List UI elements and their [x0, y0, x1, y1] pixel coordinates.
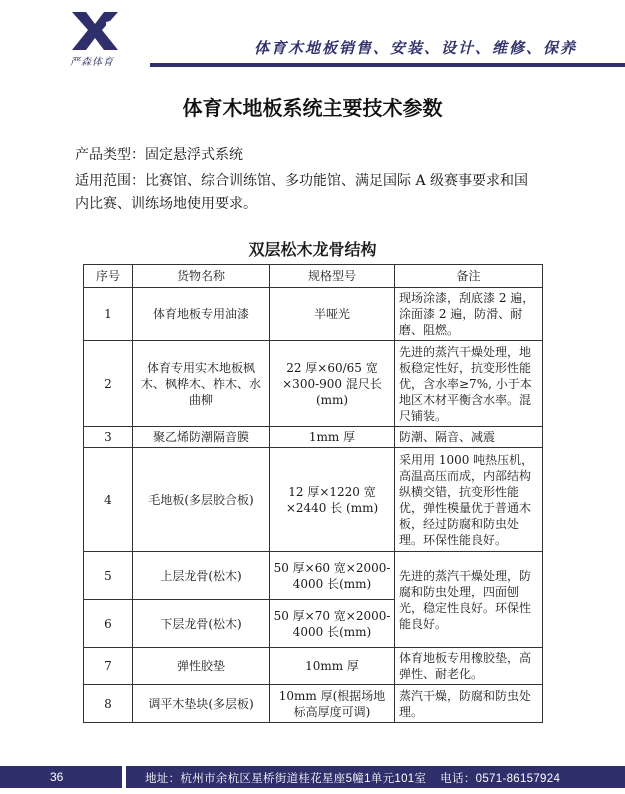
table-header-row [84, 265, 543, 288]
footer-address [145, 770, 560, 786]
row-no: 4 [84, 448, 133, 552]
row-no: 7 [84, 648, 133, 685]
scope-line-1: 适用范围：比赛馆、综合训练馆、多功能馆、满足国际 A 级赛事要求和国 [75, 173, 529, 189]
page-header [0, 0, 625, 72]
page-footer [0, 766, 625, 788]
row-spec: 1mm 厚 [270, 427, 395, 448]
scope-line-2: 内比赛、训练场地使用要求。 [75, 196, 257, 212]
row-spec: 22 厚×60/65 宽×300-900 混尺长(mm) [270, 341, 395, 427]
footer-separator [122, 766, 126, 788]
address-text: 地址：杭州市余杭区星桥街道桂花星座5幢1单元101室 [145, 773, 427, 785]
row-name: 体育专用实木地板枫木、枫桦木、柞木、水曲柳 [133, 341, 270, 427]
row-no: 3 [84, 427, 133, 448]
table-row [84, 427, 543, 448]
table-row [84, 648, 543, 685]
table-row [84, 341, 543, 427]
table-row [84, 448, 543, 552]
row-note: 防潮、隔音、减震 [395, 427, 543, 448]
table-row [84, 685, 543, 723]
row-note: 采用用 1000 吨热压机，高温高压而成，内部结构纵横交错，抗变形性能优，弹性模量优于普通木板，经过防腐和防虫处理。环保性能良好。 [395, 448, 543, 552]
header-divider [150, 63, 625, 67]
row-spec: 10mm 厚(根据场地标高厚度可调) [270, 685, 395, 723]
row-name: 毛地板(多层胶合板) [133, 448, 270, 552]
row-note: 蒸汽干燥，防腐和防虫处理。 [395, 685, 543, 723]
row-note: 体育地板专用橡胶垫，高弹性、耐老化。 [395, 648, 543, 685]
col-header-spec: 规格型号 [270, 265, 395, 288]
brand-logo-icon [66, 8, 124, 54]
row-name: 弹性胶垫 [133, 648, 270, 685]
row-no: 1 [84, 288, 133, 341]
footer-page-block [0, 766, 115, 788]
col-header-no: 序号 [84, 265, 133, 288]
row-note: 现场涂漆，刮底漆 2 遍，涂面漆 2 遍，防滑、耐磨、阻燃。 [395, 288, 543, 341]
header-slogan: 体育木地板销售、安装、设计、维修、保养 [254, 39, 578, 57]
table-row [84, 288, 543, 341]
row-name: 上层龙骨(松木) [133, 552, 270, 600]
row-spec: 半哑光 [270, 288, 395, 341]
row-note: 先进的蒸汽干燥处理，防腐和防虫处理，四面刨光，稳定性良好。环保性能良好。 [395, 552, 543, 648]
row-name: 调平木垫块(多层板) [133, 685, 270, 723]
product-type: 产品类型：固定悬浮式系统 [75, 147, 243, 163]
row-no: 6 [84, 600, 133, 648]
row-no: 2 [84, 341, 133, 427]
table-row [84, 552, 543, 600]
row-name: 聚乙烯防潮隔音膜 [133, 427, 270, 448]
row-no: 5 [84, 552, 133, 600]
col-header-name: 货物名称 [133, 265, 270, 288]
col-header-note: 备注 [395, 265, 543, 288]
page-number: 36 [50, 770, 64, 784]
row-spec: 12 厚×1220 宽×2440 长 (mm) [270, 448, 395, 552]
table-title: 双层松木龙骨结构 [248, 240, 377, 259]
row-no: 8 [84, 685, 133, 723]
page-title: 体育木地板系统主要技术参数 [182, 96, 443, 120]
brand-name: 严森体育 [70, 57, 114, 68]
row-spec: 10mm 厚 [270, 648, 395, 685]
row-note: 先进的蒸汽干燥处理，地板稳定性好，抗变形性能优，含水率≥7%, 小于本地区木材平衡含水率。混尺铺装。 [395, 341, 543, 427]
row-spec: 50 厚×60 宽×2000-4000 长(mm) [270, 552, 395, 600]
row-spec: 50 厚×70 宽×2000-4000 长(mm) [270, 600, 395, 648]
row-name: 体育地板专用油漆 [133, 288, 270, 341]
row-name: 下层龙骨(松木) [133, 600, 270, 648]
phone-text: 电话：0571-86157924 [440, 773, 561, 785]
spec-table [83, 264, 543, 723]
